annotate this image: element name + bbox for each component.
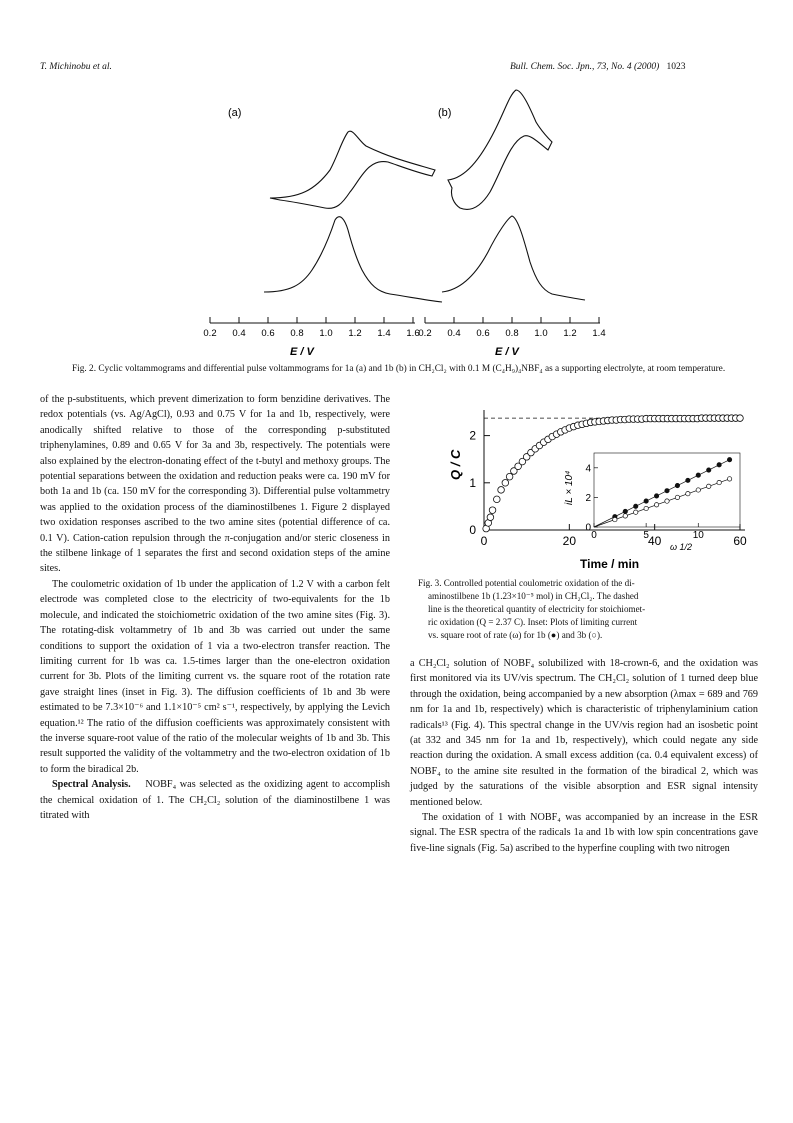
page-number: 1023 bbox=[666, 62, 686, 72]
fig2b-dpv-curve bbox=[442, 216, 585, 300]
fig2a-cv-curve bbox=[270, 131, 435, 208]
fig3-xlabel: Time / min bbox=[580, 557, 640, 571]
fig3-data-points bbox=[483, 415, 743, 532]
inset-point-3b bbox=[644, 506, 648, 510]
inset-x-tick-label: 5 bbox=[643, 530, 649, 541]
inset-y-tick-label: 0 bbox=[585, 522, 591, 534]
fig2a-tick-label: 1.2 bbox=[348, 328, 362, 339]
fig2b-tick-label: 1.0 bbox=[534, 328, 548, 339]
fig2a-ticks bbox=[203, 317, 419, 339]
fig2a-tick-label: 1.6 bbox=[406, 328, 420, 339]
fig2a-tick-label: 1.0 bbox=[319, 328, 333, 339]
inset-point-3b bbox=[686, 492, 690, 496]
right-column-text bbox=[410, 656, 758, 856]
fig3-y-tick-label: 0 bbox=[469, 523, 476, 537]
fig2b-tick-label: 0.8 bbox=[505, 328, 519, 339]
section-heading: Spectral Analysis. bbox=[52, 779, 131, 791]
inset-point-3b bbox=[613, 517, 617, 521]
figure-2 bbox=[190, 80, 610, 360]
fig3-y-tick-label: 2 bbox=[469, 428, 476, 443]
inset-point-3b bbox=[696, 488, 700, 492]
fig2a-xlabel: E / V bbox=[290, 346, 314, 358]
fig3-data-point bbox=[494, 496, 501, 503]
inset-x-tick-label: 0 bbox=[591, 530, 597, 541]
inset-point-1b bbox=[696, 473, 700, 477]
inset-point-1b bbox=[644, 499, 648, 503]
fig2b-xlabel: E / V bbox=[495, 346, 519, 358]
fig2-panel-a-label: (a) bbox=[228, 107, 242, 119]
left-column-text bbox=[40, 392, 390, 823]
inset-point-3b bbox=[717, 480, 721, 484]
inset-point-3b bbox=[654, 503, 658, 507]
fig3-data-point bbox=[498, 487, 505, 494]
inset-x-tick-label: 10 bbox=[692, 530, 704, 541]
fig3-data-point bbox=[487, 514, 494, 521]
inset-point-3b bbox=[665, 499, 669, 503]
fig3-ylabel: Q / C bbox=[448, 449, 463, 480]
fig2a-tick-label: 0.2 bbox=[203, 328, 217, 339]
fig2a-dpv-curve bbox=[264, 217, 442, 302]
inset-point-1b bbox=[665, 489, 669, 493]
fig2b-cv-curve bbox=[448, 90, 552, 209]
fig3-data-point bbox=[737, 415, 744, 422]
paragraph bbox=[40, 777, 390, 823]
fig3-caption-line: ric oxidation (Q = 2.37 C). Inset: Plots of limiting current bbox=[428, 617, 638, 627]
inset-y-tick-label: 2 bbox=[585, 492, 591, 504]
inset-point-1b bbox=[623, 509, 627, 513]
inset-xlabel: ω 1/2 bbox=[670, 542, 693, 552]
inset-point-1b bbox=[654, 494, 658, 498]
inset-point-1b bbox=[686, 478, 690, 482]
paragraph-text: NOBF₄ was selected as the oxidizing agent to accomplish the chemical oxidation of 1. The CH₂Cl₂ solution of the diaminostilbene 1 was titrated with bbox=[40, 779, 391, 821]
paragraph: The oxidation of 1 with NOBF₄ was accompanied by an increase in the ESR signal. The ESR spectra of the radicals 1a and 1b with low spin concentrations gave five-line signals (Fig. 5a) ascribed to the hyperfine coupling with two nitrogen bbox=[410, 812, 758, 854]
fig2a-tick-label: 0.8 bbox=[290, 328, 304, 339]
fig3-data-point bbox=[502, 480, 509, 487]
inset-point-1b bbox=[634, 504, 638, 508]
fig3-data-point bbox=[489, 507, 496, 514]
fig3-x-tick-label: 60 bbox=[733, 534, 747, 548]
inset-point-3b bbox=[634, 510, 638, 514]
paragraph: a CH₂Cl₂ solution of NOBF₄ solubilized with 18-crown-6, and the oxidation was first monitored via its UV/vis spectrum. The CH₂Cl₂ solution of 1 turned deep blue through the oxidation, being accompanied by a new absorption (λmax = 689 and 769 nm for 1a and 1b, respectively) which is characteristic of triphenylaminium cation radicals¹³ (Fig. 4). This spectral change in the UV/vis region had an isosbetic point (at 332 and 345 nm for 1a and 1b, respectively), which could negate any side reaction during the oxidation. A small excess addition (ca. 0.4 equivalent excess) of NOBF₄ to the amine site resulted in the formation of the biradical 2, which was judged by the saturations of the visible absorption and ESR signal intensity mentioned below. bbox=[410, 658, 758, 808]
fig3-caption-line: Fig. 3. Controlled potential coulometric oxidation of the di- bbox=[418, 578, 635, 588]
inset-point-3b bbox=[727, 477, 731, 481]
fig2b-tick-label: 0.6 bbox=[476, 328, 490, 339]
paragraph: of the p-substituents, which prevent dimerization to form benzidine derivatives. The redox potentials (vs. Ag/AgCl), 0.93 and 0.75 V for 1a and 1b, respectively, were anodically shifted relative to those of the corresponding p-substituted triphenylamines, 0.89 and 0.65 V for 3a and 3b, respectively. The potentials were also explained by the electron-donating effect of the t-butyl and methoxy groups. The potential separations between the oxidation and reduction peaks were ca. 190 mV for both 1a and 1b (ca. 150 mV for the corresponding 3). Differential pulse voltammetry was applied to the oxidation process of the diaminostilbenes 1. Figure 2 displayed two oxidation responses ascribed to the two amine sites (potential difference of ca. 0.1 V). Cation-cation repulsion through the π-conjugation and/or steric closeness in the stilbene linkage of 1 separates the first and second oxidation steps of the amine sites. bbox=[40, 394, 390, 575]
fig2a-tick-label: 1.4 bbox=[377, 328, 391, 339]
figure-2-caption: Fig. 2. Cyclic voltammograms and differential pulse voltammograms for 1a (a) and 1b (b) in CH₂Cl₂ with 0.1 M (C₄H₉)₄NBF₄ as a supporting electrolyte, at room temperature. bbox=[72, 364, 726, 374]
fig3-y-tick-label: 1 bbox=[469, 475, 476, 490]
inset-point-1b bbox=[717, 463, 721, 467]
fig2b-tick-label: 0.2 bbox=[418, 328, 432, 339]
inset-point-1b bbox=[675, 483, 679, 487]
fig2-panel-b-label: (b) bbox=[438, 107, 452, 119]
figure-3 bbox=[440, 400, 760, 575]
fig2a-tick-label: 0.6 bbox=[261, 328, 275, 339]
fig2b-ticks bbox=[418, 317, 605, 339]
fig3-x-ticks bbox=[481, 524, 747, 548]
figure-3-caption bbox=[418, 577, 758, 642]
inset-point-3b bbox=[675, 495, 679, 499]
fig3-caption-line: aminostilbene 1b (1.23×10⁻⁵ mol) in CH₂Cl₂. The dashed bbox=[428, 591, 639, 601]
running-header-journal bbox=[510, 62, 685, 72]
fig3-x-tick-label: 20 bbox=[562, 534, 577, 548]
fig3-x-tick-label: 0 bbox=[480, 534, 488, 548]
fig3-caption-line: vs. square root of rate (ω) for 1b (●) and 3b (○). bbox=[428, 630, 603, 640]
inset-ylabel: iL × 10⁴ bbox=[564, 470, 575, 505]
paragraph: The coulometric oxidation of 1b under the application of 1.2 V with a carbon felt electrode was completed close to the electricity of two-equivalents for the 1b molecule, and indicated the stoichiometric oxidation of the two amine sites (Fig. 3). The rotating-disk voltammetry of 1b and 3b was carried out under the same conditions to support the oxidation of 1 via a two-electron transfer reaction. The limiting current for 1b was ca. 1.5-times larger than the one-electron oxidation current for 3b. Plots of the limiting current vs. the square root of the rotation rate gave straight lines (inset in Fig. 3). The diffusion coefficients of 1b and 3b were estimated to be 7.3×10⁻⁶ and 1.1×10⁻⁵ cm² s⁻¹, respectively, by applying the Levich equation.¹² The ratio of the diffusion coefficients was approximately consistent with the inverse square-root value of the ratio of the molecular weights of 1b and 3b. This result supported the validity of the voltammetry and the two-electron oxidation of 1b to form the biradical 2b. bbox=[40, 578, 390, 775]
fig3-x-tick-label: 40 bbox=[647, 534, 662, 548]
running-header-authors: T. Michinobu et al. bbox=[40, 62, 112, 72]
inset-point-3b bbox=[707, 484, 711, 488]
inset-series bbox=[594, 457, 732, 527]
inset-y-tick-label: 4 bbox=[585, 463, 591, 475]
fig2b-tick-label: 1.2 bbox=[563, 328, 577, 339]
fig3-data-point bbox=[506, 473, 513, 480]
fig2b-tick-label: 1.4 bbox=[592, 328, 606, 339]
fig3-caption-line: line is the theoretical quantity of electricity for stoichiomet- bbox=[428, 604, 646, 614]
inset-point-3b bbox=[623, 514, 627, 518]
fig2b-tick-label: 0.4 bbox=[447, 328, 461, 339]
journal-citation: Bull. Chem. Soc. Jpn., 73, No. 4 (2000) bbox=[510, 62, 660, 72]
inset-point-1b bbox=[727, 457, 731, 461]
inset-point-1b bbox=[707, 468, 711, 472]
fig2a-tick-label: 0.4 bbox=[232, 328, 246, 339]
